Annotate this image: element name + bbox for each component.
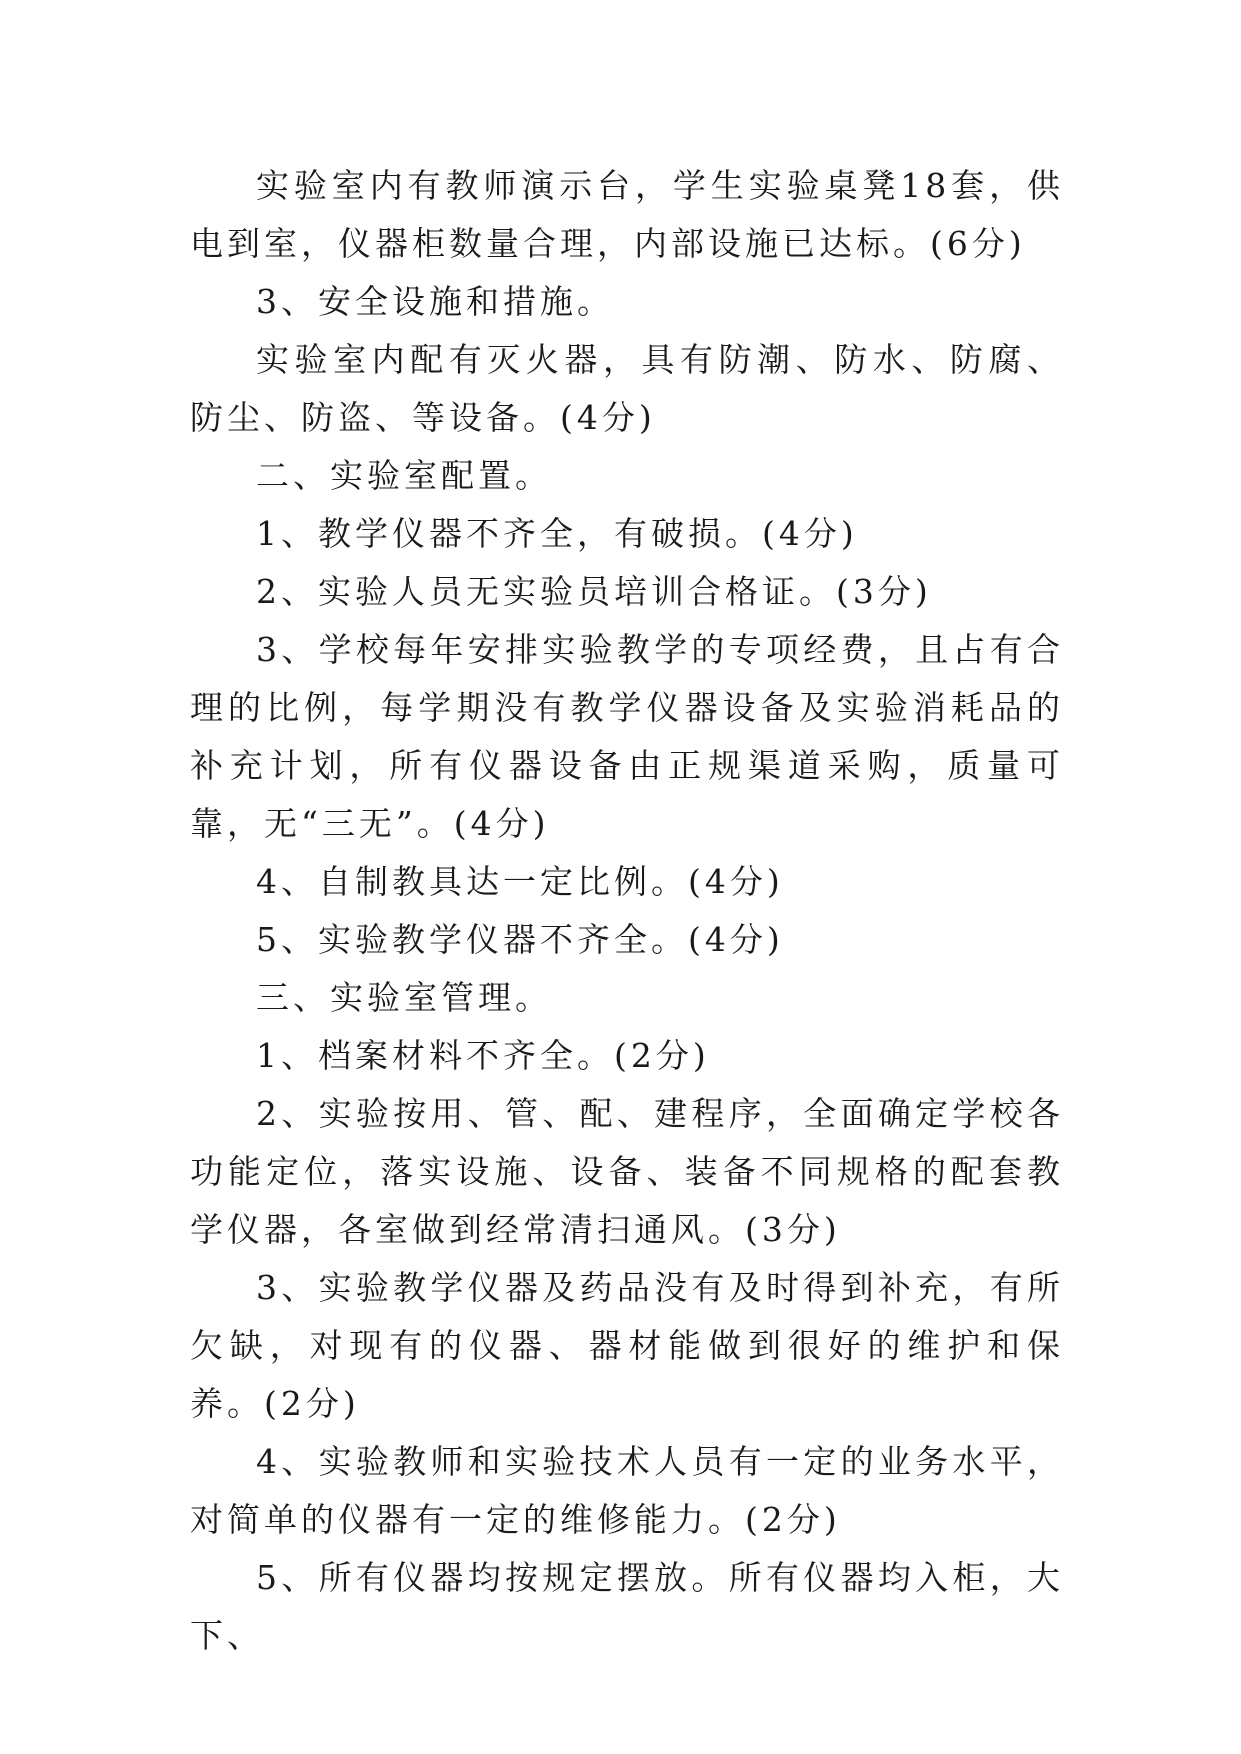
document-body bbox=[190, 157, 1064, 1665]
paragraph-lab-facilities: 实验室内有教师演示台，学生实验桌凳18套，供电到室，仪器柜数量合理，内部设施已达标。(6分) bbox=[190, 166, 1064, 263]
section-heading-lab-configuration: 二、实验室配置。 bbox=[256, 456, 552, 495]
section-heading-lab-management: 三、实验室管理。 bbox=[256, 978, 552, 1017]
paragraph-management-item-2: 2、实验按用、管、配、建程序，全面确定学校各功能定位，落实设施、设备、装备不同规格的配套教学仪器，各室做到经常清扫通风。(3分) bbox=[190, 1094, 1064, 1249]
paragraph-config-item-3: 3、学校每年安排实验教学的专项经费，且占有合理的比例，每学期没有教学仪器设备及实验消耗品的补充计划，所有仪器设备由正规渠道采购，质量可靠，无“三无”。(4分) bbox=[190, 630, 1064, 843]
paragraph-safety-heading: 3、安全设施和措施。 bbox=[256, 282, 614, 321]
paragraph-management-item-5: 5、所有仪器均按规定摆放。所有仪器均入柜，大下、 bbox=[190, 1558, 1064, 1655]
paragraph-config-item-2: 2、实验人员无实验员培训合格证。(3分) bbox=[256, 572, 932, 611]
paragraph-config-item-5: 5、实验教学仪器不齐全。(4分) bbox=[256, 920, 784, 959]
paragraph-config-item-1: 1、教学仪器不齐全，有破损。(4分) bbox=[256, 514, 858, 553]
paragraph-management-item-3: 3、实验教学仪器及药品没有及时得到补充，有所欠缺，对现有的仪器、器材能做到很好的维护和保养。(2分) bbox=[190, 1268, 1064, 1423]
paragraph-safety-equipment: 实验室内配有灭火器，具有防潮、防水、防腐、防尘、防盗、等设备。(4分) bbox=[190, 340, 1064, 437]
paragraph-management-item-1: 1、档案材料不齐全。(2分) bbox=[256, 1036, 710, 1075]
paragraph-config-item-4: 4、自制教具达一定比例。(4分) bbox=[256, 862, 784, 901]
paragraph-management-item-4: 4、实验教师和实验技术人员有一定的业务水平，对简单的仪器有一定的维修能力。(2分) bbox=[190, 1442, 1064, 1539]
